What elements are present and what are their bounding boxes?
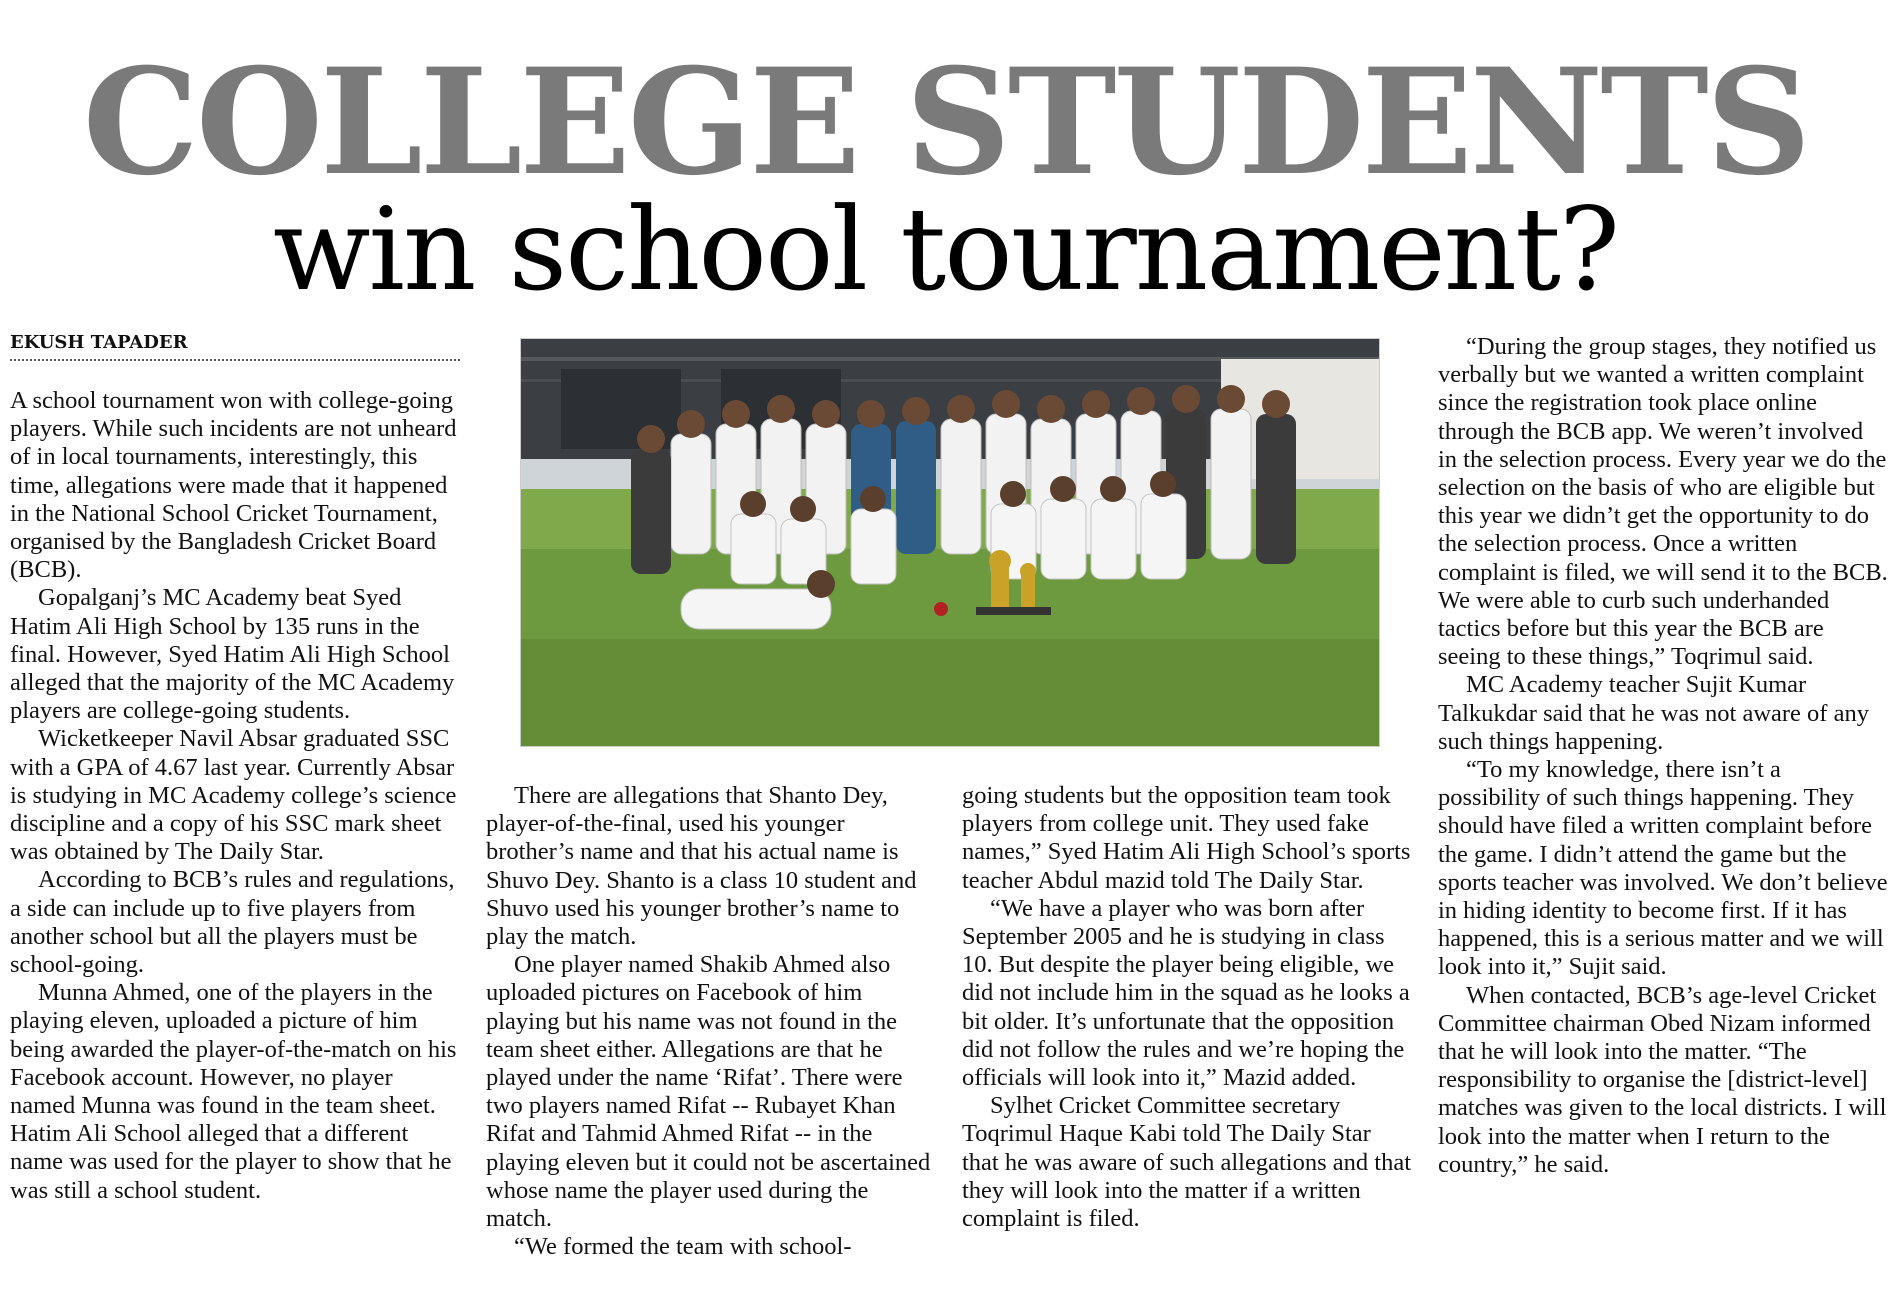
byline: EKUSH TAPADER [10, 332, 460, 361]
article-column-4 [1438, 333, 1888, 1179]
paragraph: Munna Ahmed, one of the players in the playing eleven, uploaded a picture of him being awarded the player-of-the-match on his Facebook account. However, no player named Munna was found in the team sheet. Hatim Ali School alleged that a different name was used for the player to show that he was still a school student. [10, 979, 457, 1204]
article-column-1 [10, 387, 462, 1205]
paragraph: Wicketkeeper Navil Absar graduated SSC with a GPA of 4.67 last year. Currently Absar is studying in MC Academy college’s science discipline and a copy of his SSC mark sheet was obtained by The Daily Star. [10, 725, 457, 866]
paragraph: MC Academy teacher Sujit Kumar Talkukdar said that he was not aware of any such things happening. [1438, 671, 1869, 755]
paragraph: One player named Shakib Ahmed also uploaded pictures on Facebook of him playing but his name was not found in the team sheet either. Allegations are that he played under the name ‘Rifat’. There were two players named Rifat -- Rubayet Khan Rifat and Tahmid Ahmed Rifat -- in the playing eleven but it could not be ascertained whose name the player used during the match. [486, 951, 931, 1233]
paragraph: Sylhet Cricket Committee secretary Toqrimul Haque Kabi told The Daily Star that he was aware of such allegations and that they will look into the matter if a written complaint is filed. [962, 1092, 1412, 1233]
paragraph: There are allegations that Shanto Dey, player-of-the-final, used his younger brother’s name and that his actual name is Shuvo Dey. Shanto is a class 10 student and Shuvo used his younger brother’s name to play the match. [486, 782, 917, 951]
paragraph: “During the group stages, they notified us verbally but we wanted a written complaint since the registration took place online through the BCB app. We weren’t involved in the selection process. Every year we do the selection on the basis of who are eligible but this year we didn’t get the opportunity to do the selection process. Once a written complaint is filed, we will send it to the BCB. We were able to curb such underhanded tactics before but this year the BCB are seeing to these things,” Toqrimul said. [1438, 333, 1888, 671]
article-column-3 [962, 782, 1412, 1233]
headline-line-2: win school tournament? [272, 183, 1619, 316]
paragraph: When contacted, BCB’s age-level Cricket Committee chairman Obed Nizam informed that he will look into the matter. “The responsibility to organise the [district-level] matches was given to the local districts. I will look into the matter when I return to the country,” he said. [1438, 981, 1887, 1178]
article-column-2 [486, 782, 931, 1261]
paragraph: “We have a player who was born after September 2005 and he is studying in class 10. But despite the player being eligible, we did not include him in the squad as he looks a bit older. It’s unfortunate that the opposition did not follow the rules and we’re hoping the officials will look into it,” Mazid added. [962, 894, 1410, 1092]
headline-line-1: COLLEGE STUDENTS [82, 37, 1809, 208]
paragraph: going students but the opposition team took players from college unit. They used fake names,” Syed Hatim Ali High School’s sports teacher Abdul mazid told The Daily Star. [962, 782, 1411, 894]
paragraph: A school tournament won with college-going players. While such incidents are not unheard of in local tournaments, interestingly, this time, allegations were made that it happened in the National School Cricket Tournament, organised by the Bangladesh Cricket Board (BCB). [10, 387, 457, 584]
paragraph: According to BCB’s rules and regulations, a side can include up to five players from another school but all the players must be school-going. [10, 866, 455, 979]
paragraph: Gopalganj’s MC Academy beat Syed Hatim Ali High School by 135 runs in the final. However, Syed Hatim Ali High School alleged that the majority of the MC Academy players are college-going students. [10, 584, 455, 725]
team-photo [520, 338, 1380, 747]
paragraph: “We formed the team with school- [514, 1233, 852, 1261]
team-photo-icon [521, 339, 1379, 746]
paragraph: “To my knowledge, there isn’t a possibility of such things happening. They should have filed a written complaint before the game. I didn’t attend the game but the sports teacher was involved. We don’t believe in hiding identity to become first. If it has happened, this is a serious matter and we will look into it,” Sujit said. [1438, 756, 1888, 981]
